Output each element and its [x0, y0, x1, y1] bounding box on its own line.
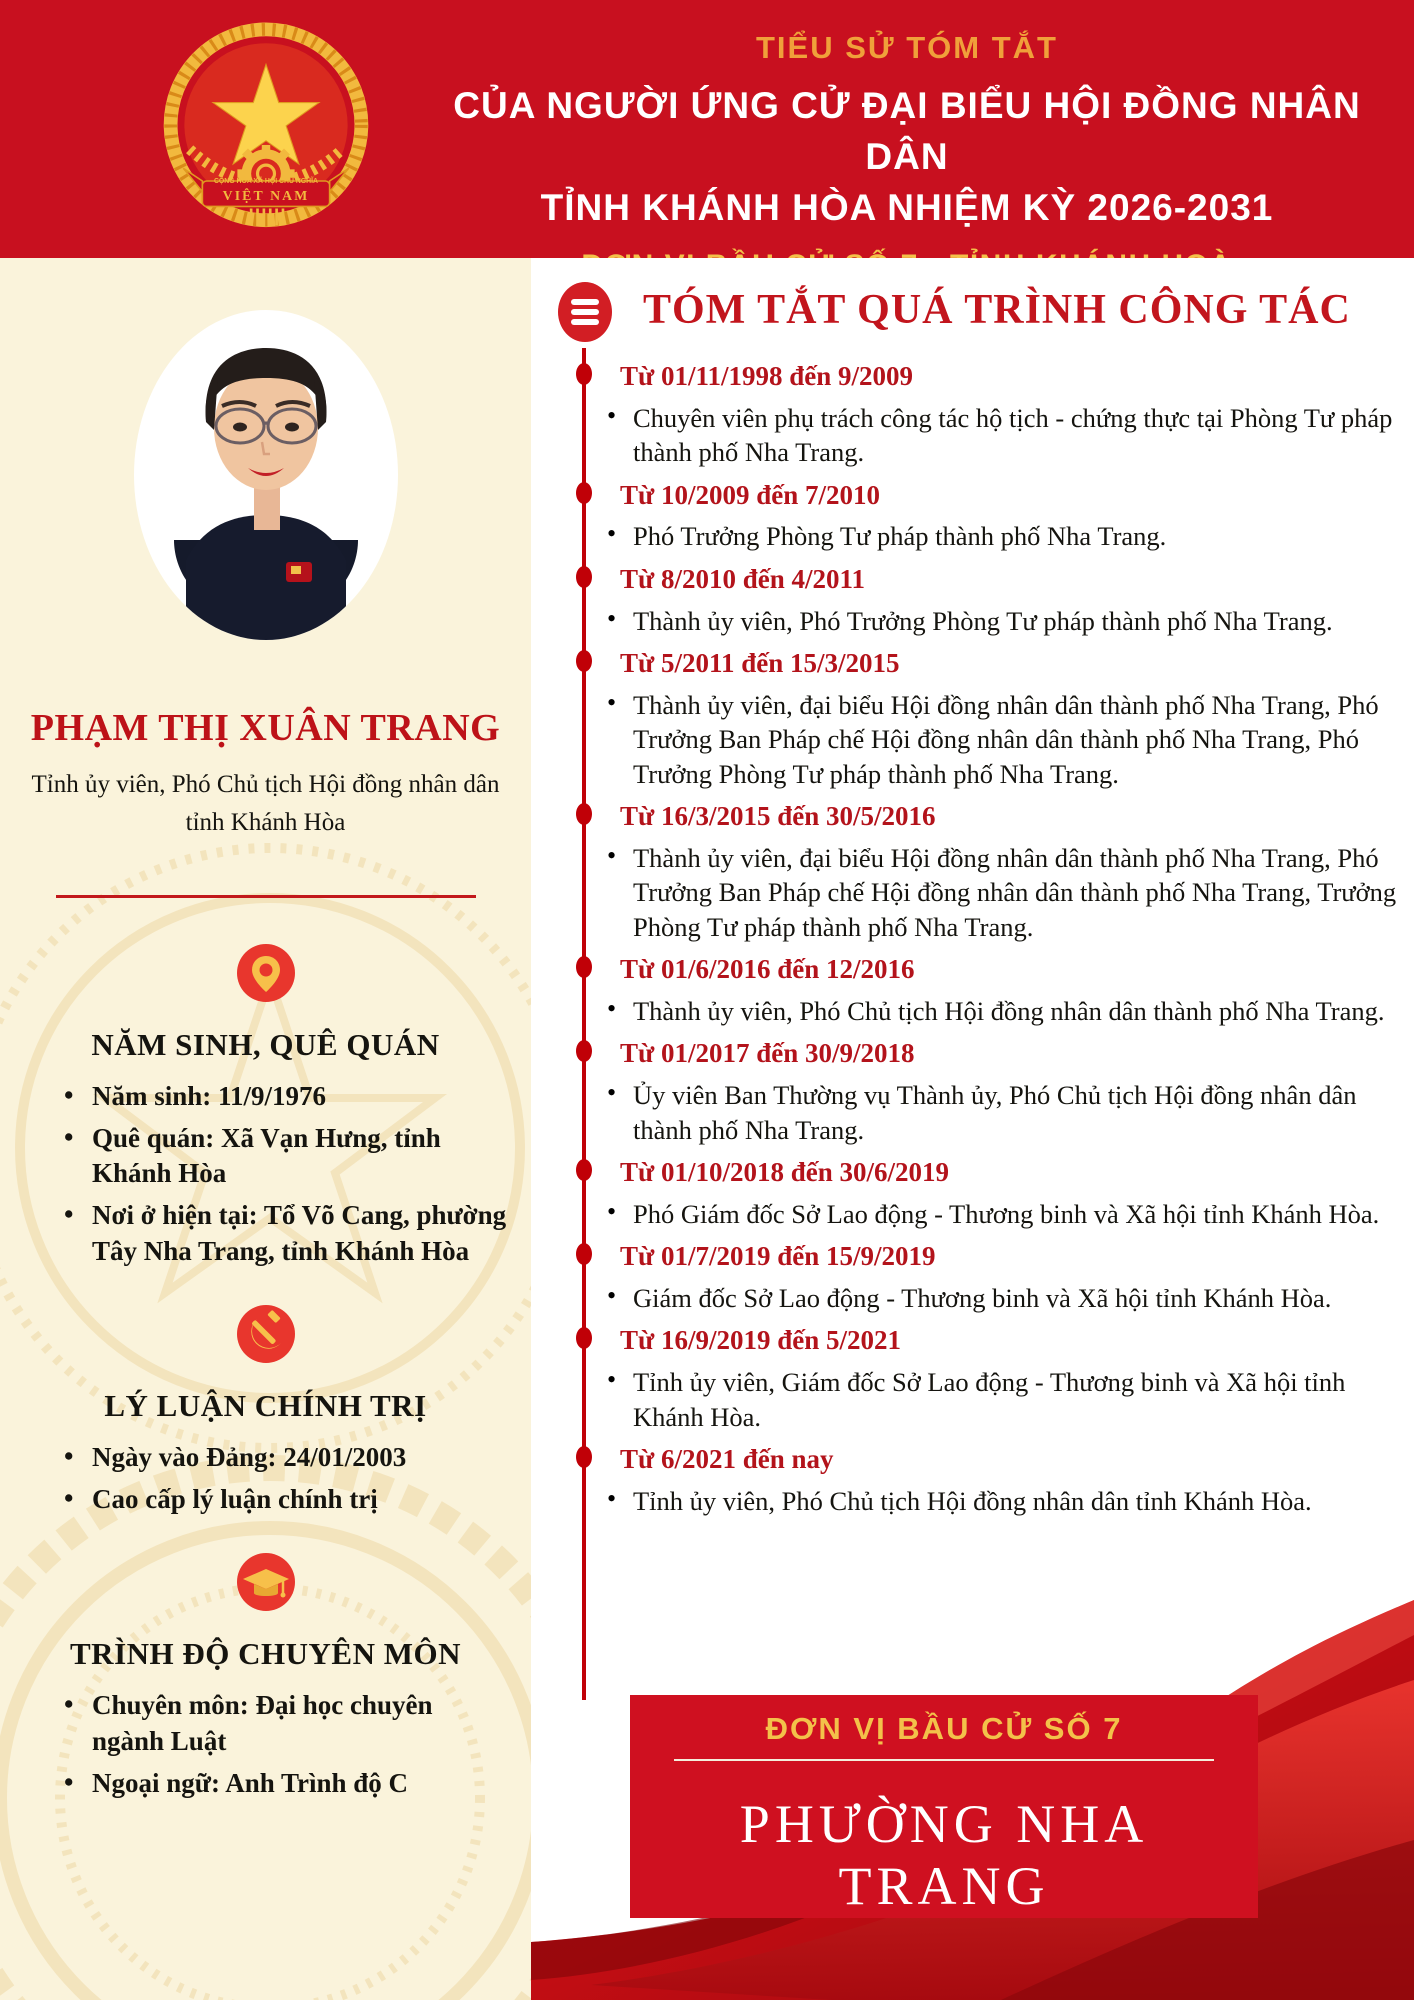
timeline-dot-icon — [576, 1446, 592, 1468]
timeline-description: • Chuyên viên phụ trách công tác hộ tịch - chứng thực tại Phòng Tư pháp thành phố Nha Trang. — [607, 400, 1393, 468]
sidebar-divider — [56, 895, 476, 898]
candidate-portrait — [134, 310, 398, 640]
timeline-period: Từ 16/9/2019 đến 5/2021 — [531, 1324, 1414, 1358]
timeline-entry — [531, 800, 1414, 944]
timeline-entry — [531, 563, 1414, 638]
header-eyebrow: TIỂU SỬ TÓM TẮT — [756, 30, 1058, 65]
bullet-marker: • — [64, 1689, 74, 1720]
bullet-marker: • — [607, 1280, 617, 1310]
section-heading-politics: LÝ LUẬN CHÍNH TRỊ — [104, 1388, 427, 1424]
graduation-cap-icon — [237, 1553, 295, 1611]
timeline-entry — [531, 1156, 1414, 1231]
timeline-period: Từ 8/2010 đến 4/2011 — [531, 563, 1414, 597]
timeline-description: • Tỉnh ủy viên, Phó Chủ tịch Hội đồng nhân dân tỉnh Khánh Hòa. — [607, 1483, 1312, 1516]
timeline-dot-icon — [576, 1159, 592, 1181]
bullet-marker: • — [607, 993, 617, 1023]
election-unit-name: PHƯỜNG NHA TRANG — [739, 1794, 1149, 1916]
timeline-entry — [531, 953, 1414, 1028]
bullet-marker: • — [64, 1766, 74, 1797]
timeline-period: Từ 01/11/1998 đến 9/2009 — [531, 360, 1414, 394]
bullet-marker: • — [607, 1365, 617, 1395]
header-banner — [0, 0, 1414, 258]
bullet-marker: • — [64, 1121, 74, 1152]
timeline-period: Từ 01/6/2016 đến 12/2016 — [531, 953, 1414, 987]
candidate-position-line2: tỉnh Khánh Hòa — [185, 808, 346, 836]
bullet-marker: • — [607, 1483, 617, 1513]
list-item: • Cao cấp lý luận chính trị — [58, 1482, 507, 1518]
timeline-entry — [531, 1324, 1414, 1434]
timeline-dot-icon — [576, 566, 592, 588]
list-menu-icon — [555, 282, 615, 346]
bullet-marker: • — [64, 1198, 74, 1229]
timeline-dot-icon — [576, 650, 592, 672]
timeline-description: • Phó Giám đốc Sở Lao động - Thương binh và Xã hội tỉnh Khánh Hòa. — [607, 1196, 1380, 1229]
bullet-marker: • — [64, 1080, 74, 1110]
header-title-line2: TỈNH KHÁNH HÒA NHIỆM KỲ 2026-2031 — [540, 187, 1274, 229]
bullet-marker: • — [607, 1078, 617, 1108]
list-item: • Ngoại ngữ: Anh Trình độ C — [58, 1766, 507, 1802]
timeline-description: • Phó Trưởng Phòng Tư pháp thành phố Nha Trang. — [607, 519, 1167, 552]
timeline-dot-icon — [576, 482, 592, 504]
timeline-dot-icon — [576, 1243, 592, 1265]
timeline-dot-icon — [576, 1327, 592, 1349]
bullet-marker: • — [64, 1441, 74, 1472]
timeline-dot-icon — [576, 1040, 592, 1062]
timeline-period: Từ 01/7/2019 đến 15/9/2019 — [531, 1240, 1414, 1274]
election-unit-box — [630, 1695, 1258, 1918]
svg-text:CỘNG HÒA XÃ HỘI CHỦ NGHĨA: CỘNG HÒA XÃ HỘI CHỦ NGHĨA — [213, 178, 319, 186]
bullet-marker: • — [607, 1196, 617, 1226]
timeline-period: Từ 01/2017 đến 30/9/2018 — [531, 1037, 1414, 1071]
header-text-block — [420, 0, 1394, 258]
timeline-description: • Thành ủy viên, Phó Trưởng Phòng Tư pháp thành phố Nha Trang. — [607, 603, 1333, 636]
candidate-sidebar — [0, 258, 531, 2000]
timeline-entry — [531, 1443, 1414, 1518]
timeline-entry — [531, 479, 1414, 554]
section-heading-education: TRÌNH ĐỘ CHUYÊN MÔN — [70, 1636, 461, 1672]
section-heading-birth: NĂM SINH, QUÊ QUÁN — [91, 1027, 440, 1062]
timeline-description: • Ủy viên Ban Thường vụ Thành ủy, Phó Chủ tịch Hội đồng nhân dân thành phố Nha Trang. — [607, 1078, 1357, 1145]
candidate-position-line1: Tỉnh ủy viên, Phó Chủ tịch Hội đồng nhân dân — [31, 771, 500, 798]
timeline-description: • Thành ủy viên, đại biểu Hội đồng nhân dân thành phố Nha Trang, Phó Trưởng Ban Pháp chế Hội đồng nhân dân thành phố Nha Trang, Phó Trưởng Phòng Tư pháp thành phố Nha Trang. — [607, 687, 1379, 789]
birth-items — [58, 1079, 507, 1269]
timeline-entry — [531, 1240, 1414, 1315]
timeline-description: • Thành ủy viên, Phó Chủ tịch Hội đồng nhân dân thành phố Nha Trang. — [607, 993, 1385, 1026]
timeline-period: Từ 16/3/2015 đến 30/5/2016 — [531, 800, 1414, 834]
timeline-entry — [531, 1037, 1414, 1147]
election-unit-divider — [674, 1759, 1214, 1761]
header-title-line1: CỦA NGƯỜI ỨNG CỬ ĐẠI BIỂU HỘI ĐỒNG NHÂN DÂN — [453, 85, 1361, 178]
politics-items — [58, 1440, 507, 1517]
bullet-marker: • — [607, 519, 617, 549]
list-item: • Nơi ở hiện tại: Tổ Võ Cang, phường Tây Nha Trang, tỉnh Khánh Hòa — [64, 1198, 507, 1266]
list-item: • Ngày vào Đảng: 24/01/2003 — [58, 1440, 507, 1476]
list-item: • Chuyên môn: Đại học chuyên ngành Luật — [64, 1689, 433, 1756]
svg-text:VIỆT NAM: VIỆT NAM — [222, 188, 310, 204]
timeline-period: Từ 6/2021 đến nay — [531, 1443, 1414, 1477]
bullet-marker: • — [64, 1482, 74, 1513]
bullet-marker: • — [607, 603, 617, 633]
candidate-name: PHẠM THỊ XUÂN TRANG — [30, 707, 501, 749]
list-item: • Quê quán: Xã Vạn Hưng, tỉnh Khánh Hòa — [64, 1121, 441, 1189]
timeline-period: Từ 5/2011 đến 15/3/2015 — [531, 647, 1414, 681]
timeline-period: Từ 10/2009 đến 7/2010 — [531, 479, 1414, 513]
election-unit-title: ĐƠN VỊ BẦU CỬ SỐ 7 — [765, 1711, 1123, 1746]
timeline-period: Từ 01/10/2018 đến 30/6/2019 — [531, 1156, 1414, 1190]
bullet-marker: • — [607, 400, 617, 430]
timeline-description: • Thành ủy viên, đại biểu Hội đồng nhân dân thành phố Nha Trang, Phó Trưởng Ban Pháp chế Hội đồng nhân dân thành phố Nha Trang, Trưởng Phòng Tư pháp thành phố Nha Trang. — [607, 840, 1397, 942]
hammer-sickle-icon — [237, 1305, 295, 1363]
bullet-marker: • — [607, 687, 617, 717]
timeline-description: • Tỉnh ủy viên, Giám đốc Sở Lao động - Thương binh và Xã hội tỉnh Khánh Hòa. — [607, 1365, 1346, 1432]
timeline-dot-icon — [576, 803, 592, 825]
timeline-entry — [531, 647, 1414, 791]
list-item: • Năm sinh: 11/9/1976 — [58, 1079, 507, 1115]
vietnam-national-emblem-icon — [160, 18, 372, 238]
bullet-marker: • — [607, 840, 617, 870]
education-items — [58, 1688, 507, 1801]
location-pin-icon — [237, 944, 295, 1002]
timeline-entry — [531, 360, 1414, 470]
timeline-description: • Giám đốc Sở Lao động - Thương binh và Xã hội tỉnh Khánh Hòa. — [607, 1280, 1332, 1313]
career-heading: TÓM TẮT QUÁ TRÌNH CÔNG TÁC — [643, 287, 1351, 333]
candidate-position — [0, 766, 531, 841]
timeline-dot-icon — [576, 363, 592, 385]
career-timeline — [531, 360, 1414, 1518]
timeline-dot-icon — [576, 956, 592, 978]
